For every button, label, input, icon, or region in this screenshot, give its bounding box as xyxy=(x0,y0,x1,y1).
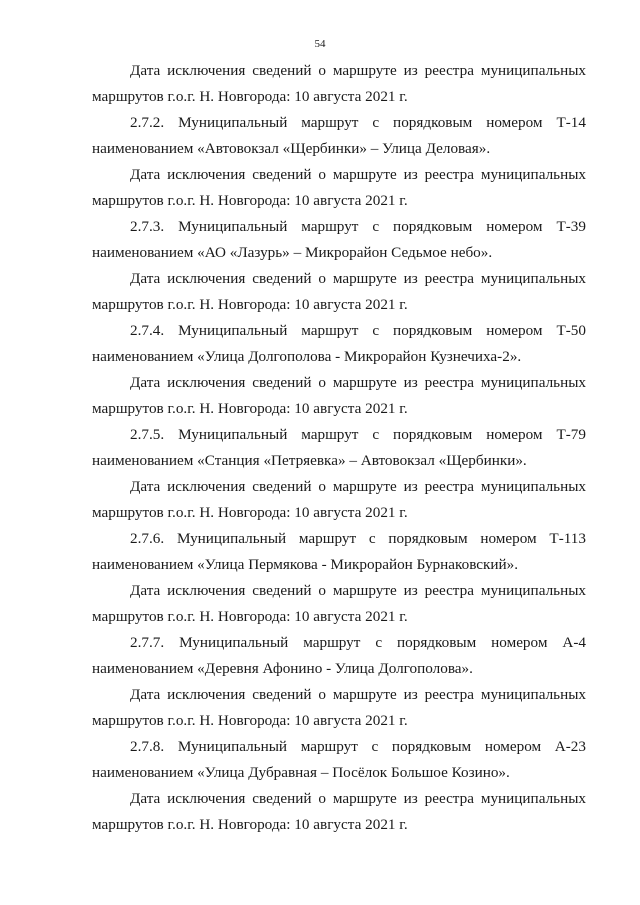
route-item-paragraph xyxy=(92,110,586,162)
route-item-paragraph xyxy=(92,630,586,682)
exclusion-date-paragraph xyxy=(92,786,586,838)
paragraph-line-2: маршрутов г.о.г. Н. Новгорода: 10 августа 2021 г. xyxy=(92,400,408,417)
exclusion-date-paragraph xyxy=(92,162,586,214)
exclusion-date-paragraph xyxy=(92,682,586,734)
paragraph-line-1: Дата исключения сведений о маршруте из реестра муниципальных xyxy=(130,270,586,287)
exclusion-date-paragraph xyxy=(92,474,586,526)
paragraph-line-2: маршрутов г.о.г. Н. Новгорода: 10 августа 2021 г. xyxy=(92,816,408,833)
route-item-paragraph xyxy=(92,318,586,370)
route-item-paragraph xyxy=(92,422,586,474)
paragraph-line-1: Дата исключения сведений о маршруте из реестра муниципальных xyxy=(130,582,586,599)
paragraph-line-2: наименованием «Улица Долгополова - Микрорайон Кузнечиха-2». xyxy=(92,348,522,365)
paragraph-line-2: маршрутов г.о.г. Н. Новгорода: 10 августа 2021 г. xyxy=(92,192,408,209)
paragraph-line-2: наименованием «Улица Пермякова - Микрорайон Бурнаковский». xyxy=(92,556,519,573)
paragraph-line-2: маршрутов г.о.г. Н. Новгорода: 10 августа 2021 г. xyxy=(92,504,408,521)
paragraph-line-2: наименованием «Улица Дубравная – Посёлок Большое Козино». xyxy=(92,764,510,781)
paragraph-line-2: наименованием «АО «Лазурь» – Микрорайон Седьмое небо». xyxy=(92,244,493,261)
route-item-paragraph xyxy=(92,734,586,786)
exclusion-date-paragraph xyxy=(92,370,586,422)
paragraph-line-2: маршрутов г.о.г. Н. Новгорода: 10 августа 2021 г. xyxy=(92,608,408,625)
exclusion-date-paragraph xyxy=(92,58,586,110)
route-item-paragraph xyxy=(92,214,586,266)
paragraph-line-2: наименованием «Станция «Петряевка» – Автовокзал «Щербинки». xyxy=(92,452,527,469)
paragraph-line-1: 2.7.7. Муниципальный маршрут с порядковым номером А-4 xyxy=(130,634,586,651)
paragraph-line-1: 2.7.8. Муниципальный маршрут с порядковым номером А-23 xyxy=(130,738,586,755)
paragraph-line-2: маршрутов г.о.г. Н. Новгорода: 10 августа 2021 г. xyxy=(92,296,408,313)
paragraph-line-1: Дата исключения сведений о маршруте из реестра муниципальных xyxy=(130,686,586,703)
exclusion-date-paragraph xyxy=(92,578,586,630)
route-item-paragraph xyxy=(92,526,586,578)
paragraph-line-1: Дата исключения сведений о маршруте из реестра муниципальных xyxy=(130,790,586,807)
paragraph-line-1: 2.7.4. Муниципальный маршрут с порядковым номером Т-50 xyxy=(130,322,586,339)
paragraph-line-2: наименованием «Деревня Афонино - Улица Долгополова». xyxy=(92,660,473,677)
document-body xyxy=(92,58,586,838)
paragraph-line-1: 2.7.3. Муниципальный маршрут с порядковым номером Т-39 xyxy=(130,218,586,235)
paragraph-line-1: Дата исключения сведений о маршруте из реестра муниципальных xyxy=(130,478,586,495)
paragraph-line-2: маршрутов г.о.г. Н. Новгорода: 10 августа 2021 г. xyxy=(92,88,408,105)
paragraph-line-1: 2.7.6. Муниципальный маршрут с порядковым номером Т-113 xyxy=(130,530,586,547)
exclusion-date-paragraph xyxy=(92,266,586,318)
page-number: 54 xyxy=(314,38,326,50)
paragraph-line-1: 2.7.2. Муниципальный маршрут с порядковым номером Т-14 xyxy=(130,114,586,131)
paragraph-line-1: Дата исключения сведений о маршруте из реестра муниципальных xyxy=(130,374,586,391)
paragraph-line-2: наименованием «Автовокзал «Щербинки» – Улица Деловая». xyxy=(92,140,491,157)
paragraph-line-1: 2.7.5. Муниципальный маршрут с порядковым номером Т-79 xyxy=(130,426,586,443)
paragraph-line-1: Дата исключения сведений о маршруте из реестра муниципальных xyxy=(130,166,586,183)
paragraph-line-2: маршрутов г.о.г. Н. Новгорода: 10 августа 2021 г. xyxy=(92,712,408,729)
paragraph-line-1: Дата исключения сведений о маршруте из реестра муниципальных xyxy=(130,62,586,79)
